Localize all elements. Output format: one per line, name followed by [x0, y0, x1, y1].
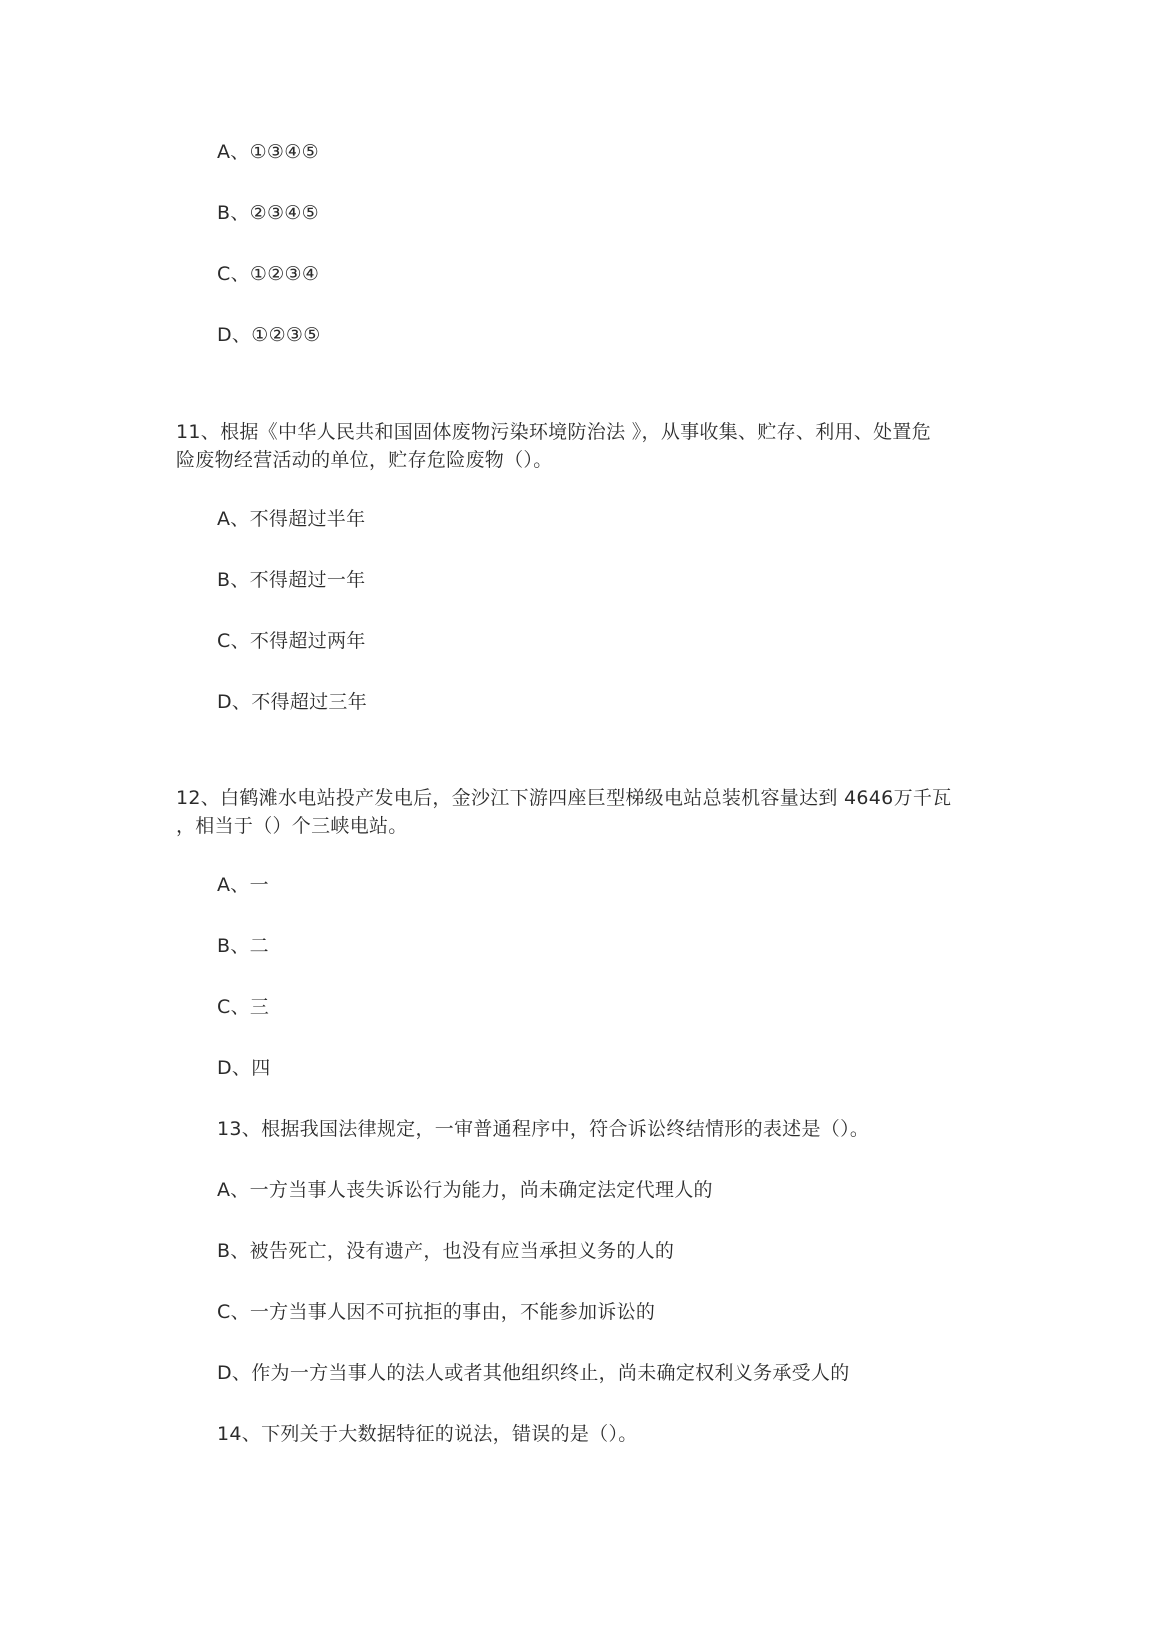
q13-stem: 13、根据我国法律规定，一审普通程序中，符合诉讼终结情形的表述是（）。	[217, 1118, 870, 1140]
q11-option-d: D、不得超过三年	[217, 691, 368, 713]
q12-stem-line1: 12、白鹤滩水电站投产发电后，金沙江下游四座巨型梯级电站总装机容量达到 4646万千瓦	[176, 787, 952, 809]
q13-option-c: C、一方当事人因不可抗拒的事由，不能参加诉讼的	[217, 1301, 656, 1323]
q11-option-c: C、不得超过两年	[217, 630, 366, 652]
q12-option-d: D、四	[217, 1057, 271, 1079]
q10-option-d: D、①②③⑤	[217, 324, 321, 346]
q12-option-c: C、三	[217, 996, 270, 1018]
q12-stem-line2: ，相当于（）个三峡电站。	[176, 815, 408, 837]
q10-option-b: B、②③④⑤	[217, 202, 319, 224]
q11-option-a: A、不得超过半年	[217, 508, 366, 530]
q10-option-c: C、①②③④	[217, 263, 320, 285]
q11-stem-line2: 险废物经营活动的单位，贮存危险废物（）。	[176, 449, 553, 471]
q14-stem: 14、下列关于大数据特征的说法，错误的是（）。	[217, 1423, 638, 1445]
q13-option-a: A、一方当事人丧失诉讼行为能力，尚未确定法定代理人的	[217, 1179, 713, 1201]
q12-option-b: B、二	[217, 935, 269, 957]
q10-option-a: A、①③④⑤	[217, 141, 319, 163]
q13-option-d: D、作为一方当事人的法人或者其他组织终止，尚未确定权利义务承受人的	[217, 1362, 850, 1384]
q12-option-a: A、一	[217, 874, 269, 896]
q11-option-b: B、不得超过一年	[217, 569, 366, 591]
q11-stem-line1: 11、根据《中华人民共和国固体废物污染环境防治法 》，从事收集、贮存、利用、处置危	[176, 421, 932, 443]
q13-option-b: B、被告死亡，没有遗产，也没有应当承担义务的人的	[217, 1240, 675, 1262]
